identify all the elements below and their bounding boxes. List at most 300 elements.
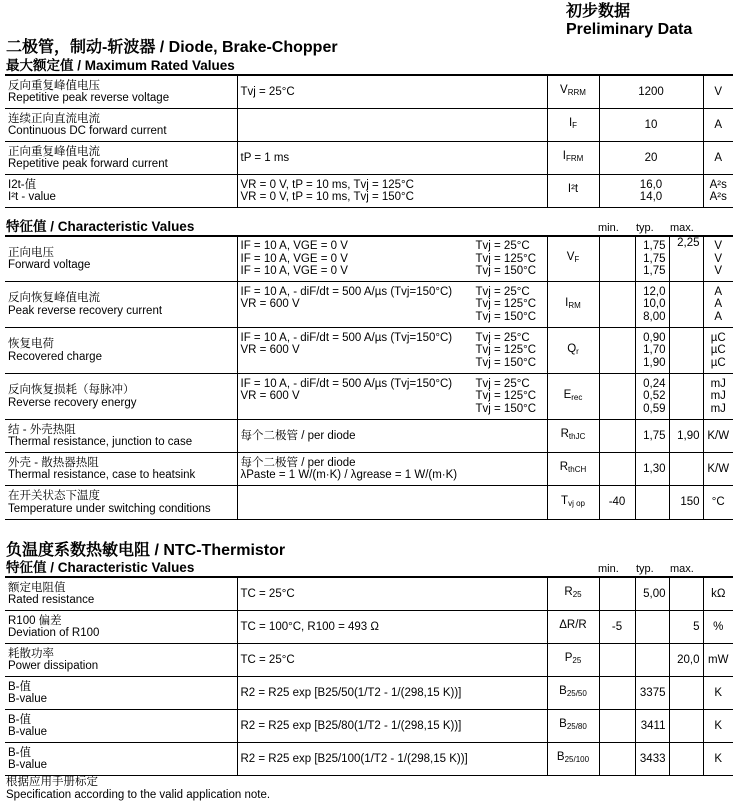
min-value — [603, 463, 632, 476]
temperature-text: Tvj = 150°C — [475, 310, 537, 323]
condition-text: TC = 100°C, R100 = 493 Ω — [240, 620, 379, 633]
param-cell — [5, 328, 237, 374]
temperature-text: Tvj = 25°C — [475, 331, 530, 344]
param-cn: 外壳 - 散热器热阻 — [8, 456, 99, 469]
unit-line: mJ — [710, 402, 726, 415]
unit-cell — [703, 175, 733, 208]
param-cell — [5, 577, 237, 611]
symbol-subscript: 25/50 — [566, 689, 587, 699]
param-cn: B-值 — [8, 680, 31, 693]
typ-cell — [635, 677, 669, 710]
condition-cell — [237, 677, 547, 710]
typ-cell — [635, 710, 669, 743]
typ-cell — [635, 328, 669, 374]
temperature-text: Tvj = 125°C — [475, 390, 537, 403]
condition-text: R2 = R25 exp [B25/100(1/T2 - 1/(298,15 K))] — [240, 752, 468, 765]
symbol: Q — [567, 342, 577, 355]
condition-text: 每个二极管 / per diode — [240, 456, 356, 469]
param-cn: B-值 — [8, 713, 31, 726]
col-min: min. — [598, 222, 619, 234]
max-cell — [669, 453, 703, 486]
min-cell — [599, 743, 635, 776]
unit-line: µC — [710, 344, 726, 357]
temperature-text: Tvj = 125°C — [475, 344, 537, 357]
param-cn: 恢复电荷 — [8, 338, 54, 350]
unit-line: A — [714, 298, 723, 311]
symbol-subscript: rec — [571, 392, 583, 402]
condition-line — [241, 430, 544, 443]
unit-cell — [703, 743, 733, 776]
typ-cell — [635, 486, 669, 520]
param-cn: 在开关状态下温度 — [8, 490, 100, 502]
temperature-text: Tvj = 25°C — [475, 285, 530, 298]
max-rated-table — [5, 74, 733, 208]
min-cell — [599, 486, 635, 520]
condition-text: TC = 25°C — [240, 587, 295, 600]
condition-line — [241, 311, 544, 324]
param-cn: 额定电阻值 — [8, 581, 66, 594]
value-line: 20 — [644, 151, 658, 164]
unit-cell — [703, 109, 733, 142]
min-cell — [599, 577, 635, 611]
temperature-text: Tvj = 25°C — [475, 240, 530, 253]
param-cell — [5, 420, 237, 453]
param-cn: 反向重复峰值电压 — [8, 79, 100, 92]
symbol: R — [560, 428, 569, 441]
typ-value: 5,00 — [643, 587, 666, 600]
condition-line — [241, 298, 544, 311]
symbol: I — [565, 296, 569, 309]
max-cell — [669, 577, 703, 611]
typ-value: 3433 — [639, 752, 666, 765]
param-en: Forward voltage — [8, 259, 91, 271]
unit-cell — [703, 710, 733, 743]
symbol-cell — [547, 75, 599, 109]
value-cell — [599, 142, 703, 175]
param-cell — [5, 142, 237, 175]
symbol-subscript: 25/100 — [564, 755, 590, 765]
condition-line — [241, 403, 544, 416]
typ-value: 8,00 — [643, 310, 666, 323]
param-cn: 正向电压 — [8, 246, 54, 259]
param-en: Thermal resistance, junction to case — [8, 436, 193, 448]
param-en: B-value — [8, 726, 47, 738]
ntc-section-title: 负温度系数热敏电阻 / NTC-Thermistor — [6, 542, 286, 559]
param-en: Peak reverse recovery current — [8, 304, 163, 317]
unit-line: K/W — [707, 462, 730, 475]
unit-cell — [703, 677, 733, 710]
typ-value: 1,75 — [643, 265, 666, 278]
table-row — [5, 75, 733, 109]
preliminary-data-label — [566, 3, 692, 39]
unit-text: K — [714, 686, 723, 699]
param-cell — [5, 486, 237, 520]
typ-cell — [635, 453, 669, 486]
min-value — [603, 430, 632, 443]
min-cell — [599, 644, 635, 677]
ntc-char-title: 特征值 / Characteristic Values — [6, 560, 195, 575]
param-cn: 正向重复峰值电流 — [8, 145, 100, 158]
symbol-subscript: 25/80 — [566, 722, 587, 732]
max-value: 150 — [680, 496, 700, 509]
condition-text: IF = 10 A, - diF/dt = 500 A/µs (Tvj=150°C) — [240, 377, 453, 390]
param-cn: B-值 — [8, 746, 31, 759]
condition-line — [241, 457, 544, 470]
symbol-cell — [547, 611, 599, 644]
typ-value — [639, 496, 666, 509]
condition-text: IF = 10 A, - diF/dt = 500 A/µs (Tvj=150°C) — [240, 285, 453, 298]
value-line: 1200 — [638, 85, 664, 98]
unit-line: mJ — [710, 390, 726, 403]
table-row — [5, 282, 733, 328]
param-en: B-value — [8, 693, 47, 705]
table-row — [5, 644, 733, 677]
max-value: 20,0 — [677, 653, 700, 666]
unit-cell — [703, 453, 733, 486]
symbol-subscript: F — [574, 255, 580, 265]
max-cell — [669, 236, 703, 282]
temperature-text: Tvj = 125°C — [475, 298, 537, 311]
min-cell — [599, 453, 635, 486]
table-row — [5, 577, 733, 611]
condition-cell — [237, 109, 547, 142]
min-cell — [599, 374, 635, 420]
condition-text: VR = 600 V — [240, 390, 300, 403]
diode-char-table — [5, 235, 733, 520]
symbol: R — [559, 461, 569, 474]
max-value — [673, 344, 700, 357]
temperature-text — [476, 457, 544, 470]
unit-cell — [703, 374, 733, 420]
condition-cell — [237, 374, 547, 420]
unit-line: A — [714, 118, 723, 131]
typ-value: 1,75 — [643, 240, 666, 253]
unit-text: K — [714, 719, 723, 732]
condition-line: VR = 0 V, tP = 10 ms, Tvj = 125°C — [240, 178, 414, 191]
condition-text: λPaste = 1 W/(m·K) / λgrease = 1 W/(m·K) — [240, 469, 458, 481]
min-value: -40 — [608, 496, 626, 509]
condition-text: VR = 600 V — [240, 298, 300, 311]
typ-value: 1,90 — [643, 356, 666, 369]
min-value — [603, 298, 632, 311]
unit-cell — [703, 236, 733, 282]
symbol-cell — [547, 577, 599, 611]
param-cn: R100 偏差 — [8, 614, 62, 627]
value-cell — [599, 75, 703, 109]
condition-cell — [237, 644, 547, 677]
min-cell — [599, 282, 635, 328]
param-cell — [5, 644, 237, 677]
typ-cell — [635, 236, 669, 282]
max-cell — [669, 677, 703, 710]
typ-value: 0,52 — [643, 390, 666, 403]
symbol-subscript: RRM — [567, 88, 586, 98]
max-value: 2,25 — [677, 237, 700, 249]
max-cell — [669, 710, 703, 743]
symbol-subscript: vj op — [568, 498, 585, 508]
symbol-cell — [547, 175, 599, 208]
temperature-text: Tvj = 25°C — [475, 377, 530, 390]
symbol-cell — [547, 710, 599, 743]
condition-text: VR = 600 V — [240, 344, 300, 357]
symbol-cell — [547, 420, 599, 453]
symbol: ΔR/R — [559, 619, 587, 632]
symbol: E — [563, 388, 572, 401]
symbol: I — [562, 150, 566, 163]
param-en: Reverse recovery energy — [8, 396, 137, 409]
table-row — [5, 328, 733, 374]
min-cell — [599, 328, 635, 374]
table-row — [5, 677, 733, 710]
param-en: Repetitive peak reverse voltage — [8, 92, 170, 104]
symbol-cell — [547, 328, 599, 374]
condition-cell — [237, 328, 547, 374]
param-en: Temperature under switching conditions — [8, 502, 211, 515]
typ-cell — [635, 743, 669, 776]
unit-text: K — [714, 752, 723, 765]
symbol-subscript: thCH — [568, 465, 587, 475]
table-row — [5, 420, 733, 453]
max-cell — [669, 282, 703, 328]
symbol-subscript: FRM — [565, 154, 584, 164]
table-row — [5, 611, 733, 644]
param-cell — [5, 282, 237, 328]
symbol-subscript: RM — [568, 300, 581, 310]
param-cell — [5, 109, 237, 142]
symbol: I — [568, 117, 573, 130]
diode-section-title: 二极管，制动-斩波器 / Diode, Brake-Chopper — [6, 39, 338, 56]
param-en: Deviation of R100 — [8, 627, 100, 639]
condition-line: Tvj = 25°C — [240, 85, 295, 98]
value-line: 10 — [644, 118, 658, 131]
condition-cell — [237, 453, 547, 486]
table-row — [5, 486, 733, 520]
condition-line — [241, 240, 544, 253]
typ-value: 12,0 — [643, 285, 666, 298]
table-row — [5, 743, 733, 776]
max-value — [673, 298, 700, 311]
diode-char-title: 特征值 / Characteristic Values — [6, 219, 195, 234]
table-row — [5, 453, 733, 486]
condition-line — [241, 332, 544, 345]
symbol: T — [561, 494, 569, 507]
param-cell — [5, 677, 237, 710]
min-value — [603, 253, 632, 266]
param-cn: I2t-值 — [8, 178, 37, 191]
typ-value: 0,90 — [643, 331, 666, 344]
typ-cell — [635, 282, 669, 328]
min-cell — [599, 611, 635, 644]
max-cell — [669, 374, 703, 420]
footnote — [6, 776, 270, 802]
temperature-text: Tvj = 150°C — [475, 356, 537, 369]
footnote-en: Specification according to the valid application note. — [6, 789, 271, 801]
typ-cell — [635, 644, 669, 677]
typ-value: 1,70 — [643, 344, 666, 357]
symbol: V — [560, 84, 568, 97]
symbol-subscript: F — [572, 121, 578, 131]
unit-cell — [703, 611, 733, 644]
condition-line — [241, 286, 544, 299]
typ-cell — [635, 611, 669, 644]
unit-text: kΩ — [711, 587, 726, 600]
symbol-cell — [547, 743, 599, 776]
unit-line: V — [714, 252, 723, 265]
param-cell — [5, 453, 237, 486]
condition-cell — [237, 175, 547, 208]
condition-text: R2 = R25 exp [B25/80(1/T2 - 1/(298,15 K))] — [240, 719, 462, 732]
table-row — [5, 142, 733, 175]
param-cell — [5, 743, 237, 776]
typ-cell — [635, 577, 669, 611]
unit-cell — [703, 486, 733, 520]
ntc-col-min: min. — [598, 563, 619, 575]
param-cn: 反向恢复峰值电流 — [8, 292, 100, 304]
symbol-cell — [547, 374, 599, 420]
unit-cell — [703, 328, 733, 374]
condition-text: TC = 25°C — [240, 653, 295, 666]
unit-line: A — [714, 285, 723, 298]
unit-line: A — [714, 151, 723, 164]
unit-text: mW — [708, 653, 729, 666]
condition-cell — [237, 236, 547, 282]
param-cell — [5, 611, 237, 644]
condition-line — [241, 469, 544, 482]
param-en: Repetitive peak forward current — [8, 158, 168, 170]
symbol-cell — [547, 109, 599, 142]
typ-cell — [635, 374, 669, 420]
typ-value: 3375 — [639, 686, 666, 699]
param-cell — [5, 374, 237, 420]
condition-line — [241, 357, 544, 370]
table-row — [5, 109, 733, 142]
condition-cell — [237, 420, 547, 453]
unit-line: A²s — [709, 178, 727, 191]
condition-text: IF = 10 A, VGE = 0 V — [240, 252, 348, 265]
typ-value: 0,24 — [643, 377, 666, 390]
condition-line: tP = 1 ms — [240, 151, 290, 164]
table-row — [5, 710, 733, 743]
min-cell — [599, 420, 635, 453]
typ-value: 10,0 — [643, 298, 666, 311]
max-value: 1,90 — [677, 429, 700, 442]
condition-line — [241, 253, 544, 266]
condition-cell — [237, 710, 547, 743]
min-value — [603, 390, 632, 403]
condition-line — [241, 390, 544, 403]
unit-cell — [703, 142, 733, 175]
footnote-cn: 根据应用手册标定 — [6, 776, 98, 788]
table-row — [5, 236, 733, 282]
param-cell — [5, 236, 237, 282]
param-en: Rated resistance — [8, 594, 95, 606]
unit-line: V — [714, 265, 723, 278]
value-cell — [599, 109, 703, 142]
ntc-col-typ: typ. — [636, 563, 654, 575]
unit-line: A²s — [709, 191, 727, 203]
symbol-cell — [547, 282, 599, 328]
condition-line — [241, 344, 544, 357]
unit-line: °C — [711, 496, 725, 509]
value-line: 14,0 — [639, 191, 663, 203]
condition-text: IF = 10 A, - diF/dt = 500 A/µs (Tvj=150°C) — [240, 331, 453, 344]
typ-value: 1,75 — [643, 252, 666, 265]
temperature-text: Tvj = 125°C — [475, 252, 537, 265]
unit-cell — [703, 420, 733, 453]
param-cn: 连续正向直流电流 — [8, 112, 100, 125]
symbol: R — [564, 586, 573, 599]
symbol-subscript: 25 — [572, 590, 582, 600]
unit-line: V — [714, 240, 723, 253]
max-cell — [669, 328, 703, 374]
max-cell — [669, 420, 703, 453]
symbol-subscript: r — [576, 346, 579, 356]
unit-line: A — [714, 310, 723, 323]
table-row — [5, 175, 733, 208]
symbol-cell — [547, 486, 599, 520]
unit-cell — [703, 577, 733, 611]
max-cell — [669, 486, 703, 520]
min-value: -5 — [611, 620, 623, 633]
ntc-table — [5, 576, 733, 776]
param-en: Thermal resistance, case to heatsink — [8, 469, 196, 481]
condition-line — [241, 496, 544, 509]
param-cell — [5, 710, 237, 743]
unit-cell — [703, 644, 733, 677]
condition-text: IF = 10 A, VGE = 0 V — [240, 240, 348, 253]
preliminary-cn: 初步数据 — [566, 3, 631, 20]
ntc-col-max: max. — [670, 563, 694, 575]
symbol-cell — [547, 644, 599, 677]
condition-text: 每个二极管 / per diode — [240, 429, 356, 442]
condition-line — [241, 265, 544, 278]
symbol-cell — [547, 142, 599, 175]
symbol: P — [564, 652, 573, 665]
typ-value: 0,59 — [643, 402, 666, 415]
typ-value: 1,30 — [643, 462, 666, 475]
unit-line: mJ — [710, 377, 726, 390]
condition-line — [241, 378, 544, 391]
condition-text: IF = 10 A, VGE = 0 V — [240, 265, 348, 278]
condition-cell — [237, 611, 547, 644]
condition-cell — [237, 486, 547, 520]
condition-cell — [237, 75, 547, 109]
max-rated-title: 最大额定值 / Maximum Rated Values — [6, 58, 235, 73]
typ-value: 1,75 — [643, 429, 666, 442]
temperature-text: Tvj = 150°C — [475, 265, 537, 278]
value-line: 16,0 — [639, 178, 663, 191]
unit-line: µC — [710, 356, 726, 369]
param-cn: 反向恢复损耗（每脉冲） — [8, 384, 135, 396]
param-en: I²t - value — [8, 191, 56, 203]
condition-cell — [237, 743, 547, 776]
min-cell — [599, 677, 635, 710]
param-en: Recovered charge — [8, 350, 102, 363]
symbol-cell — [547, 453, 599, 486]
temperature-text — [476, 430, 544, 443]
temperature-text — [476, 469, 544, 482]
temperature-text: Tvj = 150°C — [475, 402, 537, 415]
max-value — [673, 463, 700, 476]
param-cn: 结 - 外壳热阻 — [8, 423, 76, 436]
min-cell — [599, 236, 635, 282]
symbol-subscript: 25 — [572, 656, 582, 666]
param-cn: 耗散功率 — [8, 647, 54, 660]
typ-cell — [635, 420, 669, 453]
condition-line — [241, 119, 544, 132]
unit-cell — [703, 282, 733, 328]
condition-line: VR = 0 V, tP = 10 ms, Tvj = 150°C — [240, 191, 414, 203]
